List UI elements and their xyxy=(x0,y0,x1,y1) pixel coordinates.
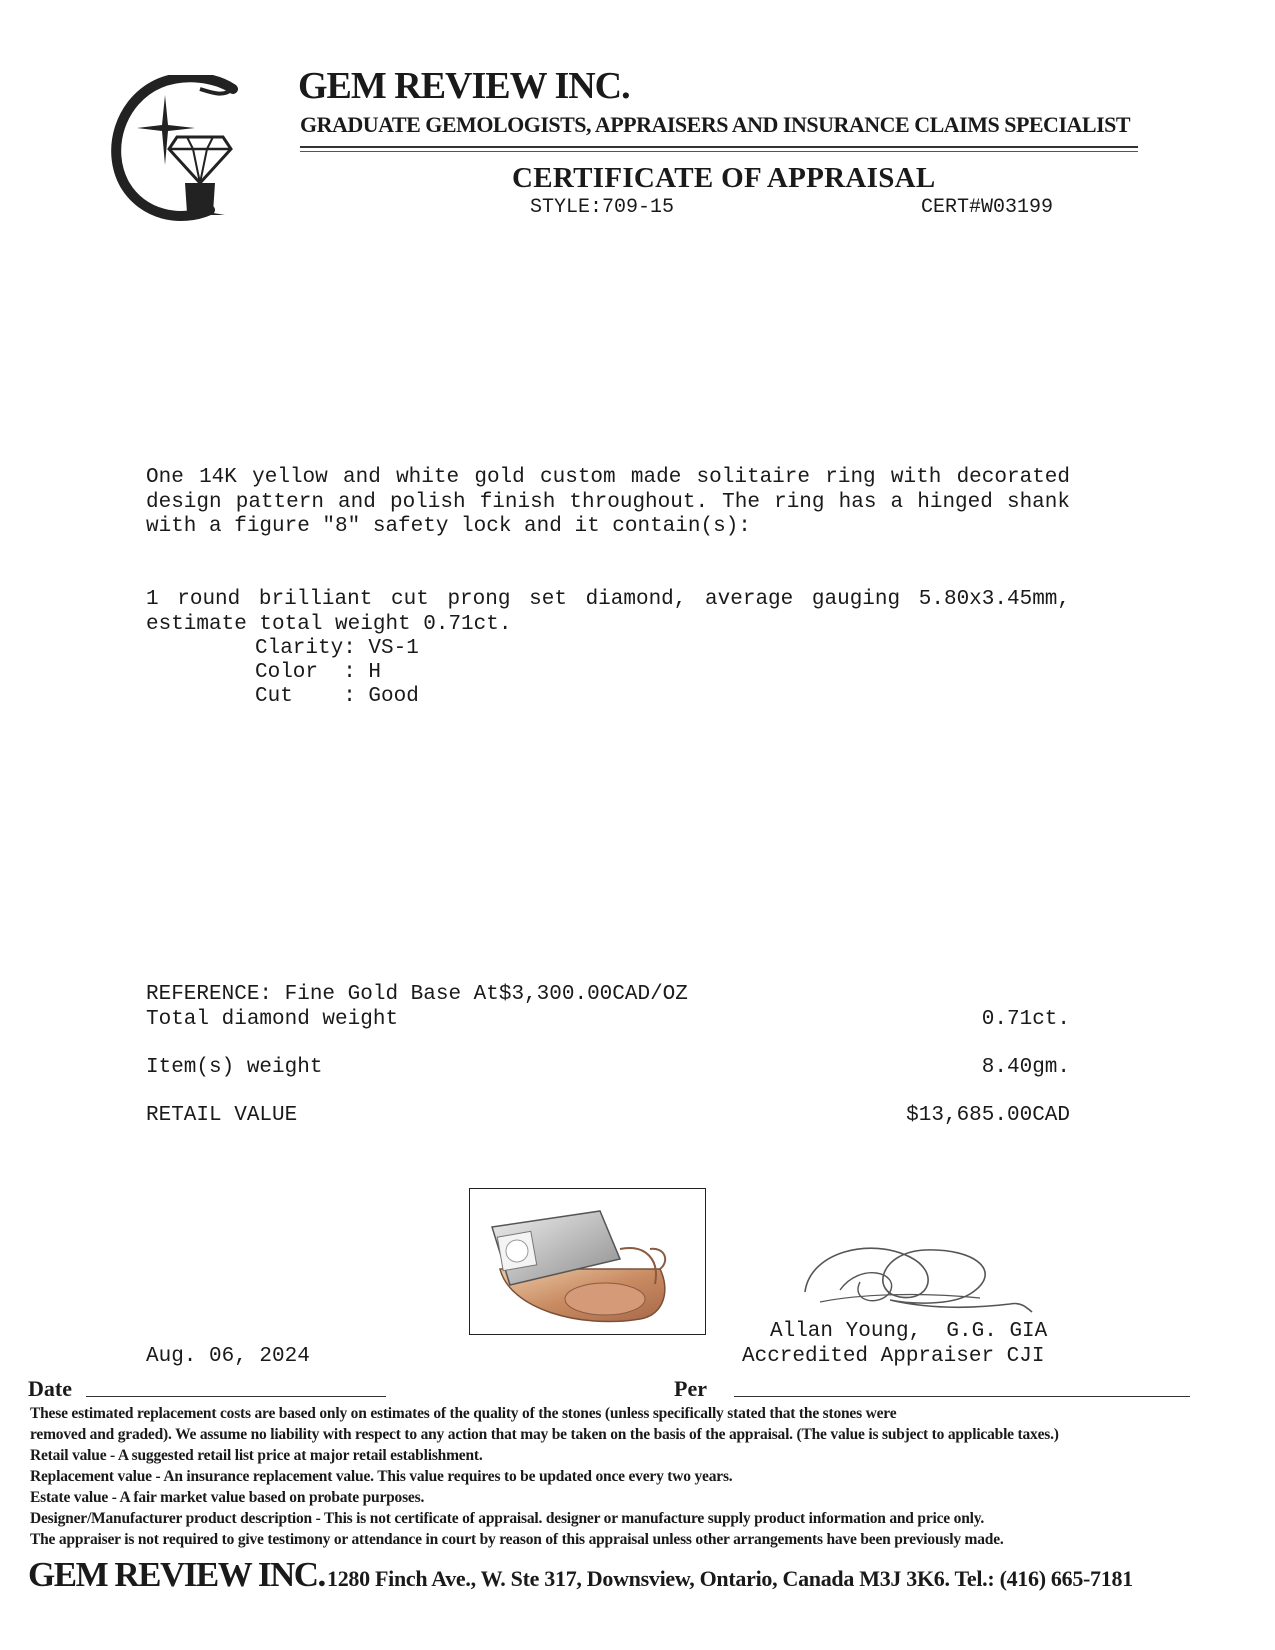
disclaimer-line: removed and graded). We assume no liability with respect to any action that may be taken on the basis of the appraisal. (The value is subject to applicable taxes.) xyxy=(30,1426,1059,1443)
diamond-star-logo-icon xyxy=(105,75,255,225)
cut-spec: Cut : Good xyxy=(255,685,419,708)
per-line xyxy=(734,1396,1190,1397)
footer-company-name: GEM REVIEW INC. xyxy=(28,1555,325,1594)
diamond-description: 1 round brilliant cut prong set diamond, average gauging 5.80x3.45mm, estimate total weight 0.71ct. xyxy=(146,588,1070,636)
retail-value-label: RETAIL VALUE xyxy=(146,1104,298,1127)
disclaimer-line: These estimated replacement costs are based only on estimates of the quality of the stones (unless specifically stated that the stones were xyxy=(30,1405,897,1422)
appraiser-title: Accredited Appraiser CJI xyxy=(742,1345,1045,1368)
diamond-weight-label: Total diamond weight xyxy=(146,1008,399,1031)
retail-value-amount: $13,685.00CAD xyxy=(906,1104,1070,1127)
ring-photo xyxy=(469,1188,706,1335)
disclaimer-line: The appraiser is not required to give testimony or attendance in court by reason of this appraisal unless other arrangements have been previously made. xyxy=(30,1531,1004,1548)
color-spec: Color : H xyxy=(255,661,382,684)
cert-number: CERT#W03199 xyxy=(921,196,1054,219)
company-tagline: GRADUATE GEMOLOGISTS, APPRAISERS AND INSURANCE CLAIMS SPECIALIST xyxy=(300,112,1131,137)
disclaimer-line: Designer/Manufacturer product description - This is not certificate of appraisal. designer or manufacture supply product information and price only. xyxy=(30,1510,985,1527)
disclaimer-line: Estate value - A fair market value based on probate purposes. xyxy=(30,1489,425,1506)
appraisal-date: Aug. 06, 2024 xyxy=(146,1345,310,1368)
date-line xyxy=(86,1396,386,1397)
item-weight-label: Item(s) weight xyxy=(146,1056,323,1079)
footer-address: 1280 Finch Ave., W. Ste 317, Downsview, Ontario, Canada M3J 3K6. Tel.: (416) 665-7181 xyxy=(327,1566,1133,1591)
clarity-spec: Clarity: VS-1 xyxy=(255,637,419,660)
header-divider-thin xyxy=(300,151,1138,152)
date-label: Date xyxy=(28,1376,72,1401)
appraiser-name: Allan Young, G.G. GIA xyxy=(770,1320,1048,1343)
diamond-weight-value: 0.71ct. xyxy=(981,1008,1070,1031)
item-weight-value: 8.40gm. xyxy=(981,1056,1070,1079)
item-description: One 14K yellow and white gold custom made solitaire ring with decorated design pattern and polish finish throughout. The ring has a hinged shank with a figure "8" safety lock and it contain(s): xyxy=(146,466,1070,538)
document-title: CERTIFICATE OF APPRAISAL xyxy=(512,162,936,194)
style-number: STYLE:709-15 xyxy=(530,196,675,219)
company-name: GEM REVIEW INC. xyxy=(298,65,630,107)
ring-illustration xyxy=(470,1189,705,1334)
appraiser-signature xyxy=(800,1232,1040,1317)
disclaimer-line: Retail value - A suggested retail list price at major retail establishment. xyxy=(30,1447,483,1464)
per-label: Per xyxy=(674,1376,707,1401)
disclaimer-line: Replacement value - An insurance replacement value. This value requires to be updated once every two years. xyxy=(30,1468,733,1485)
gold-reference: REFERENCE: Fine Gold Base At$3,300.00CAD/OZ xyxy=(146,983,688,1006)
header-divider xyxy=(300,146,1138,148)
